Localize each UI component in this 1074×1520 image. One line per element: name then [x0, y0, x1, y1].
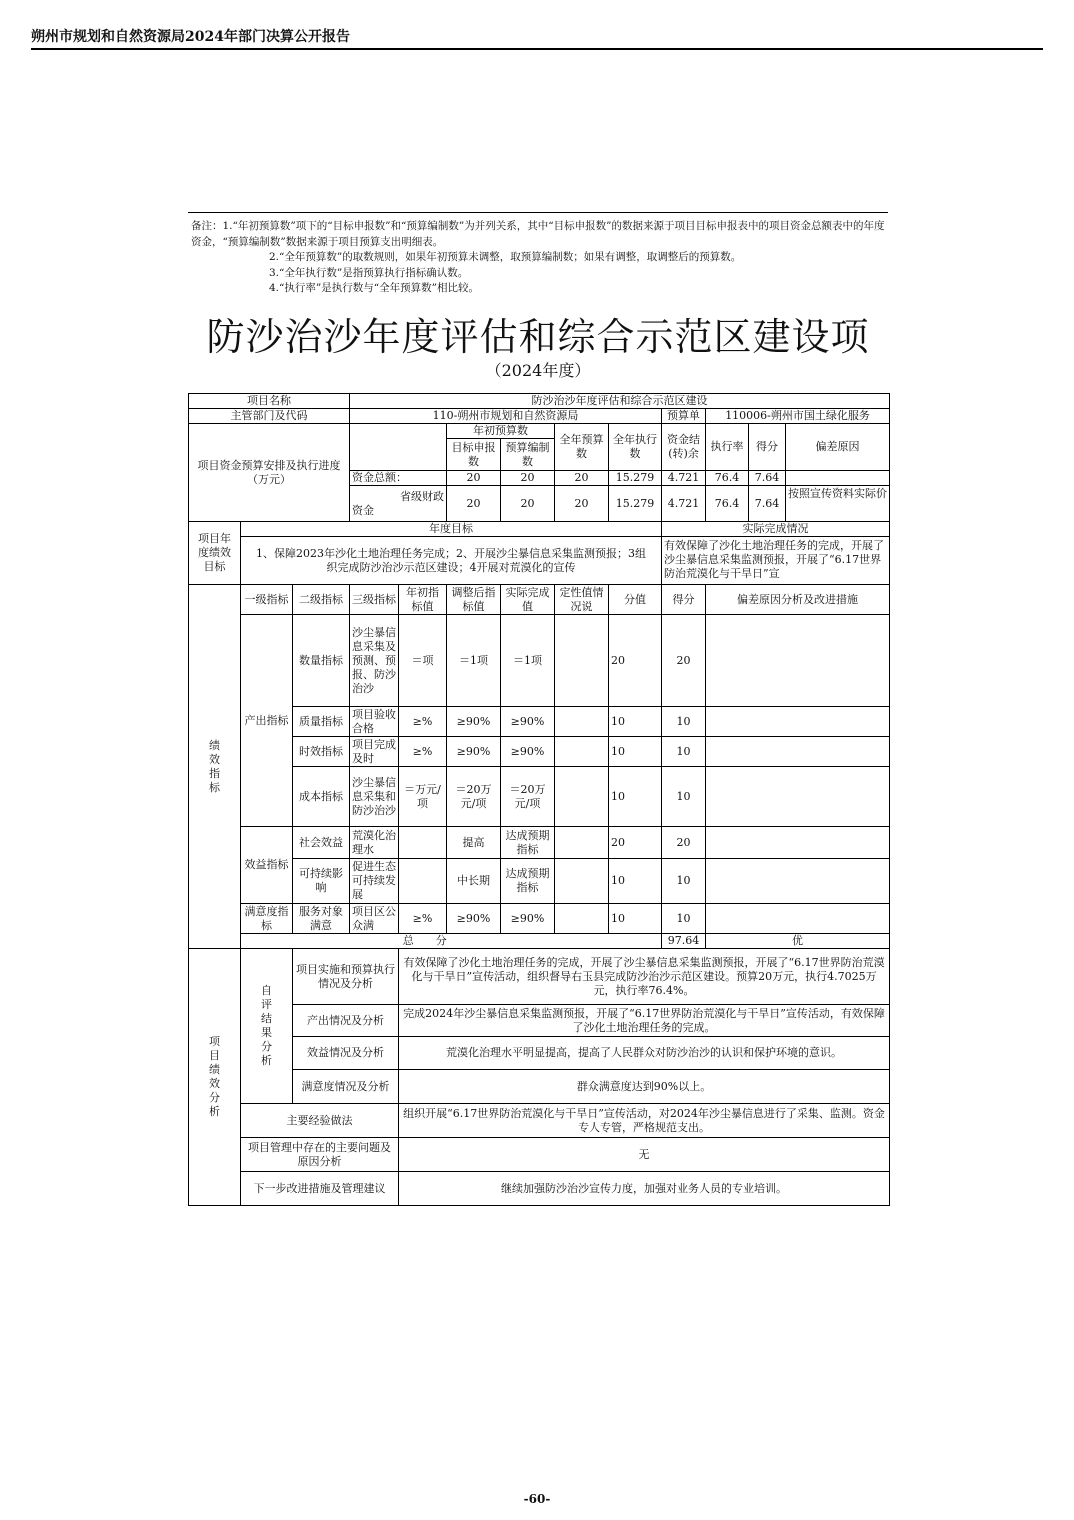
- ind-r0-act: ＝1项: [501, 615, 555, 707]
- impl-label: [293, 949, 399, 1005]
- output-analysis-label: 产出情况及分析: [293, 1005, 399, 1037]
- report-title: 防沙治沙年度评估和综合示范区建设项: [206, 315, 870, 359]
- ind-r5-l3: 促进生态可持续发展: [350, 859, 399, 904]
- goals-actual: [662, 537, 890, 585]
- funds-prov-label-a: 省级财政: [400, 489, 445, 503]
- issue-text: 无: [399, 1138, 890, 1172]
- project-name-value: 防沙治沙年度评估和综合示范区建设: [350, 394, 890, 409]
- ind-r0-l2: 数量指标: [293, 615, 350, 707]
- experience-label: 主要经验做法: [241, 1104, 399, 1138]
- ind-r5-val: 10: [609, 859, 662, 904]
- notes-rule: [188, 212, 888, 213]
- ind-label: [189, 585, 241, 949]
- analysis-label: [189, 949, 241, 1206]
- ind-r2-val: 10: [609, 737, 662, 767]
- funds-total-balance: 4.721: [662, 471, 706, 486]
- total-blank: [609, 934, 662, 949]
- ind-r1-act: ≥90%: [501, 707, 555, 737]
- ind-r5-note: [706, 859, 890, 904]
- satisfy-analysis-text: 群众满意度达到90%以上。: [399, 1070, 890, 1104]
- project-name-label: 项目名称: [189, 394, 350, 409]
- ind-r5-init: [399, 859, 447, 904]
- funds-h-exec: 全年执行数: [609, 424, 662, 471]
- ind-r6-act: ≥90%: [501, 904, 555, 934]
- ind-r2-act: ≥90%: [501, 737, 555, 767]
- next-step-label: 下一步改进措施及管理建议: [241, 1172, 399, 1206]
- funds-prov-label-b: 资金: [352, 503, 375, 517]
- ind-r4-l3: 荒漠化治理水: [350, 827, 399, 859]
- funds-prov-rate: 76.4: [706, 486, 749, 522]
- satisfy-analysis-label: 满意度情况及分析: [293, 1070, 399, 1104]
- ind-r3-val: 10: [609, 767, 662, 827]
- funds-total-rate: 76.4: [706, 471, 749, 486]
- ind-r5-score: 10: [662, 859, 706, 904]
- ind-r0-q: [555, 615, 609, 707]
- ind-r4-adj: 提高: [447, 827, 501, 859]
- impl-label-b: 情况及分析: [318, 976, 373, 990]
- funds-h-balance: 资金结(转)余: [662, 424, 706, 471]
- funds-prov-reason-text: 按照宣传资料实际价: [788, 486, 888, 500]
- ind-r3-q: [555, 767, 609, 827]
- ind-r1-val: 10: [609, 707, 662, 737]
- ind-r1-score: 10: [662, 707, 706, 737]
- ind-h-note: 偏差原因分析及改进措施: [706, 585, 890, 615]
- ind-r2-l2: 时效指标: [293, 737, 350, 767]
- funds-prov-score: 7.64: [749, 486, 786, 522]
- ind-h-init: 年初指标值: [399, 585, 447, 615]
- analysis-label-text: 项目绩效分析: [209, 1035, 220, 1118]
- ind-r6-adj: ≥90%: [447, 904, 501, 934]
- ind-r3-score: 10: [662, 767, 706, 827]
- funds-total-score: 7.64: [749, 471, 786, 486]
- ind-output-label: 产出指标: [241, 615, 293, 827]
- goals-h-annual: 年度目标: [241, 522, 662, 537]
- ind-r1-q: [555, 707, 609, 737]
- ind-r3-init: ＝万元/项: [399, 767, 447, 827]
- ind-r6-q: [555, 904, 609, 934]
- ind-h-score: 得分: [662, 585, 706, 615]
- funds-prov-annual: 20: [555, 486, 609, 522]
- total-score: 97.64: [662, 934, 706, 949]
- ind-h-l3: 三级指标: [350, 585, 399, 615]
- funds-total-reason: [786, 471, 890, 486]
- ind-r3-adj: ＝20万元/项: [447, 767, 501, 827]
- total-label: 总 分: [241, 934, 609, 949]
- ind-h-act: 实际完成值: [501, 585, 555, 615]
- funds-h-target: 目标申报数: [447, 439, 501, 471]
- output-analysis-text: 完成2024年沙尘暴信息采集监测预报，开展了“6.17世界防治荒漠化与干旱日”宣传活动，有效保障了沙化土地治理任务的完成。: [399, 1005, 890, 1037]
- note-3: 3.“全年执行数”是指预算执行指标确认数。: [269, 266, 469, 279]
- ind-r1-l2: 质量指标: [293, 707, 350, 737]
- ind-h-val: 分值: [609, 585, 662, 615]
- ind-r3-note: [706, 767, 890, 827]
- experience-text: 组织开展“6.17世界防治荒漠化与干旱日”宣传活动，对2024年沙尘暴信息进行了采集、监测。资金专人专管，严格规范支出。: [399, 1104, 890, 1138]
- ind-r0-val: 20: [609, 615, 662, 707]
- note-1: 备注：1.“年初预算数”项下的“目标申报数”和“预算编制数”为并列关系，其中“目标申报数”的数据来源于项目目标申报表中的项目资金总额表中的年度资金，“预算编制数”数据来源于项目预算支出明细表。: [191, 220, 885, 248]
- ind-r3-l3: 沙尘暴信息采集和防沙治沙: [350, 767, 399, 827]
- dept-value: 110-朔州市规划和自然资源局: [350, 409, 662, 424]
- ind-r0-note: [706, 615, 890, 707]
- funds-prov-balance: 4.721: [662, 486, 706, 522]
- benefit-analysis-label: 效益情况及分析: [293, 1037, 399, 1070]
- funds-total-exec: 15.279: [609, 471, 662, 486]
- funds-prov-target: 20: [447, 486, 501, 522]
- funds-h-rate: 执行率: [706, 424, 749, 471]
- ind-r6-l2: 服务对象满意: [293, 904, 350, 934]
- ind-h-l2: 二级指标: [293, 585, 350, 615]
- ind-r0-score: 20: [662, 615, 706, 707]
- note-2: 2.“全年预算数”的取数规则，如果年初预算未调整，取预算编制数；如果有调整，取调整后的预算数。: [269, 251, 742, 263]
- impl-text: 有效保障了沙化土地治理任务的完成，开展了沙尘暴信息采集监测预报，开展了“6.17世界防治荒漠化与干旱日”宣传活动，组织督导右玉县完成防沙治沙示范区建设。预算20万元，执行4.7025万元，执行率76.4%。: [399, 949, 890, 1005]
- page-number: -60-: [523, 1492, 551, 1506]
- issue-label: 项目管理中存在的主要问题及原因分析: [241, 1138, 399, 1172]
- funds-total-compile: 20: [501, 471, 555, 486]
- ind-benefit-label: 效益指标: [241, 827, 293, 904]
- ind-r6-note: [706, 904, 890, 934]
- self-eval-label: [241, 949, 293, 1104]
- ind-r5-act: 达成预期指标: [501, 859, 555, 904]
- funds-blank-header: [350, 424, 447, 471]
- header-rule: [31, 48, 1043, 50]
- ind-r6-val: 10: [609, 904, 662, 934]
- funds-prov-exec: 15.279: [609, 486, 662, 522]
- ind-r1-l3: 项目验收合格: [350, 707, 399, 737]
- ind-r2-init: ≥%: [399, 737, 447, 767]
- next-step-text: 继续加强防沙治沙宣传力度，加强对业务人员的专业培训。: [399, 1172, 890, 1206]
- ind-r0-l3: 沙尘暴信息采集及预测、预报、防沙治沙: [350, 615, 399, 707]
- ind-h-l1: 一级指标: [241, 585, 293, 615]
- ind-r4-init: [399, 827, 447, 859]
- funds-total-label: 资金总额：: [350, 471, 447, 486]
- unit-label: 预算单: [662, 409, 706, 424]
- ind-r4-note: [706, 827, 890, 859]
- ind-r2-q: [555, 737, 609, 767]
- ind-r5-q: [555, 859, 609, 904]
- total-grade: 优: [706, 934, 890, 949]
- ind-r1-init: ≥%: [399, 707, 447, 737]
- ind-r5-l2: 可持续影响: [293, 859, 350, 904]
- funds-h-annual: 全年预算数: [555, 424, 609, 471]
- benefit-analysis-text: 荒漠化治理水平明显提高，提高了人民群众对防沙治沙的认识和保护环境的意识。: [399, 1037, 890, 1070]
- ind-h-q: 定性值情况说: [555, 585, 609, 615]
- goals-annual-text: 1、保障2023年沙化土地治理任务完成；2、开展沙尘暴信息采集监测预报；3组织完成防沙治沙示范区建设；4开展对荒漠化的宣传: [256, 546, 646, 574]
- self-eval-label-text: 自评结果分析: [261, 984, 272, 1067]
- funds-h-score: 得分: [749, 424, 786, 471]
- ind-r1-note: [706, 707, 890, 737]
- report-year: （2024年度）: [485, 361, 591, 380]
- goals-annual: [241, 537, 662, 585]
- ind-r2-score: 10: [662, 737, 706, 767]
- ind-r1-adj: ≥90%: [447, 707, 501, 737]
- ind-r4-val: 20: [609, 827, 662, 859]
- funds-h-initial: 年初预算数: [447, 424, 555, 439]
- note-4: 4.“执行率”是执行数与“全年预算数”相比较。: [269, 282, 479, 294]
- goals-actual-text: 有效保障了沙化土地治理任务的完成，开展了沙尘暴信息采集监测预报，开展了“6.17世界防治荒漠化与干旱日”宣: [664, 538, 885, 580]
- ind-r0-adj: ＝1项: [447, 615, 501, 707]
- ind-r6-score: 10: [662, 904, 706, 934]
- funds-total-annual: 20: [555, 471, 609, 486]
- ind-r2-adj: ≥90%: [447, 737, 501, 767]
- dept-label: 主管部门及代码: [189, 409, 350, 424]
- ind-r4-act: 达成预期指标: [501, 827, 555, 859]
- goals-label: [189, 522, 241, 585]
- ind-r3-l2: 成本指标: [293, 767, 350, 827]
- goals-label-text: 项目年度绩效目标: [198, 532, 231, 573]
- ind-h-adj: 调整后指标值: [447, 585, 501, 615]
- ind-r2-note: [706, 737, 890, 767]
- ind-r5-adj: 中长期: [447, 859, 501, 904]
- page-header: 朔州市规划和自然资源局2024年部门决算公开报告: [31, 29, 350, 45]
- ind-r6-init: ≥%: [399, 904, 447, 934]
- ind-r3-act: ＝20万元/项: [501, 767, 555, 827]
- funds-label: 项目资金预算安排及执行进度（万元）: [189, 424, 350, 522]
- ind-r4-score: 20: [662, 827, 706, 859]
- funds-total-target: 20: [447, 471, 501, 486]
- ind-r4-l2: 社会效益: [293, 827, 350, 859]
- impl-label-a: 项目实施和预算执行: [296, 962, 395, 976]
- ind-satisfy-label: 满意度指标: [241, 904, 293, 934]
- notes-block: [191, 219, 887, 297]
- funds-prov-reason: [786, 486, 890, 522]
- evaluation-table: [188, 393, 890, 1206]
- unit-value: 110006-朔州市国土绿化服务: [706, 409, 890, 424]
- ind-r0-init: ＝项: [399, 615, 447, 707]
- ind-r6-l3: 项目区公众满: [350, 904, 399, 934]
- ind-label-text: 绩效指标: [209, 738, 220, 794]
- goals-h-actual: 实际完成情况: [662, 522, 890, 537]
- ind-r2-l3: 项目完成及时: [350, 737, 399, 767]
- funds-h-reason: 偏差原因: [786, 424, 890, 471]
- ind-r4-q: [555, 827, 609, 859]
- funds-prov-compile: 20: [501, 486, 555, 522]
- funds-prov-label: [350, 486, 447, 522]
- funds-h-compile: 预算编制数: [501, 439, 555, 471]
